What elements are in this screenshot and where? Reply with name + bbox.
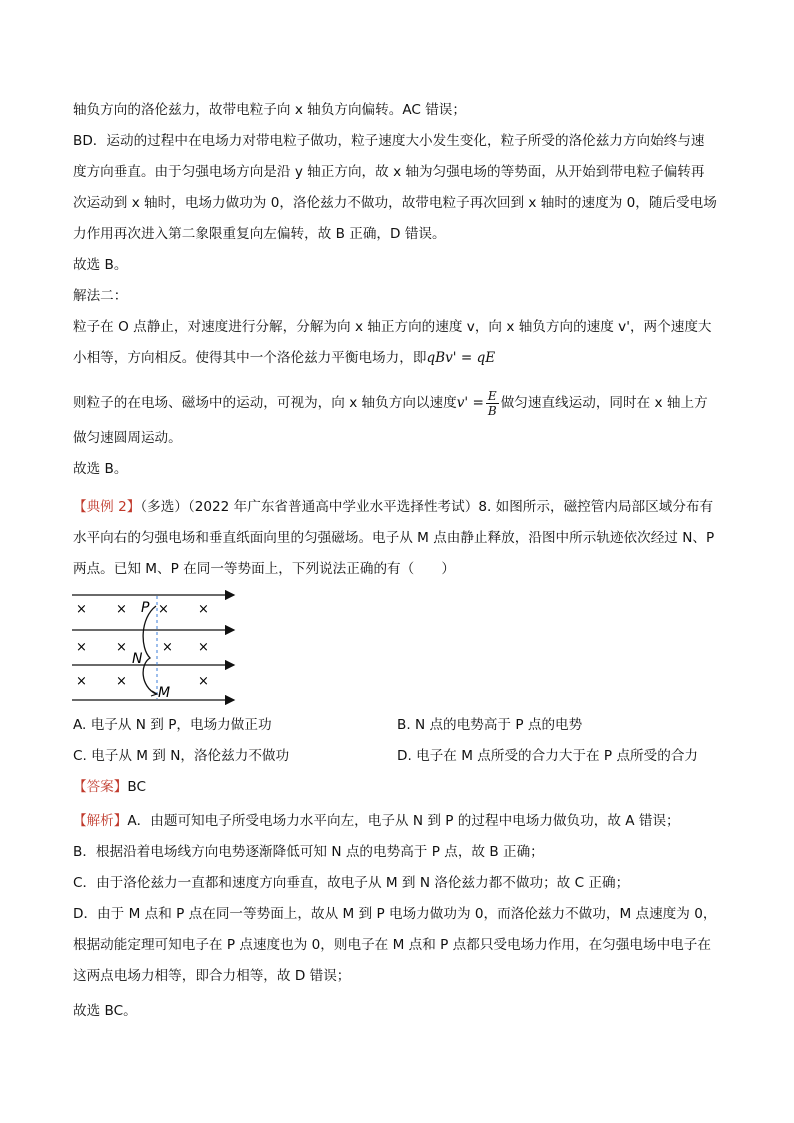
text-segment: （多选）（2022 年广东省普通高中学业水平选择性考试）8. 如图所示，磁控管内局部区域分布有 <box>140 499 714 515</box>
magnetic-field-cross: × <box>162 640 173 655</box>
analysis-tag: 【解析】 <box>73 813 128 829</box>
magnetic-field-cross: × <box>76 674 87 689</box>
text-segment: 则粒子的在电场、磁场中的运动，可视为，向 x 轴负方向以速度 <box>73 395 457 411</box>
text-line-with-formula <box>73 388 708 418</box>
point-label-p: P <box>141 600 150 616</box>
option-c: C. 电子从 M 到 N，洛伦兹力不做功 <box>73 748 290 764</box>
text-line: 轴负方向的洛伦兹力，故带电粒子向 x 轴负方向偏转。AC 错误； <box>73 102 466 118</box>
text-line: B．根据沿着电场线方向电势逐渐降低可知 N 点的电势高于 P 点，故 B 正确； <box>73 844 544 860</box>
text-line: 根据动能定理可知电子在 P 点速度也为 0，则电子在 M 点和 P 点都只受电场力作用，在匀强电场中电子在 <box>73 937 711 953</box>
formula: v' = <box>456 395 484 411</box>
magnetic-field-cross: × <box>116 674 127 689</box>
text-segment: 小相等，方向相反。使得其中一个洛伦兹力平衡电场力，即 <box>73 350 427 366</box>
option-a: A. 电子从 N 到 P，电场力做正功 <box>73 717 272 733</box>
text-line: D．由于 M 点和 P 点在同一等势面上，故从 M 到 P 电场力做功为 0，而洛伦兹力不做功，M 点速度为 0， <box>73 906 717 922</box>
text-line: 做匀速圆周运动。 <box>73 430 182 446</box>
point-label-n: N <box>132 651 143 667</box>
option-b: B. N 点的电势高于 P 点的电势 <box>397 717 583 733</box>
example-tag: 【典例 2】 <box>73 499 141 515</box>
fraction <box>486 389 499 418</box>
text-line: 解法二： <box>73 288 128 304</box>
text-line: 故选 B。 <box>73 461 128 477</box>
text-line-with-formula <box>73 348 495 368</box>
text-line: 次运动到 x 轴时，电场力做功为 0，洛伦兹力不做功，故带电粒子再次回到 x 轴时的速度为 0，随后受电场 <box>73 195 717 211</box>
magnetic-field-cross: × <box>76 640 87 655</box>
magnetic-field-cross: × <box>198 602 209 617</box>
analysis-line <box>73 811 680 831</box>
magnetic-field-cross: × <box>116 602 127 617</box>
text-line: 这两点电场力相等，即合力相等，故 D 错误； <box>73 968 351 984</box>
text-segment: A．由题可知电子所受电场力水平向左，电子从 N 到 P 的过程中电场力做负功，故 A 错误； <box>127 813 680 829</box>
magnetic-field-cross: × <box>198 640 209 655</box>
answer-tag: 【答案】 <box>73 779 128 795</box>
example-heading <box>73 497 713 517</box>
formula: qBv' = qE <box>426 350 496 366</box>
fraction-numerator: E <box>486 389 499 404</box>
magnetic-field-cross: × <box>116 640 127 655</box>
text-segment: 做匀速直线运动，同时在 x 轴上方 <box>500 395 708 411</box>
text-line: 粒子在 O 点静止，对速度进行分解，分解为向 x 轴正方向的速度 v，向 x 轴负方向的速度 v'，两个速度大 <box>73 319 712 335</box>
fraction-denominator: B <box>487 403 497 418</box>
field-diagram <box>70 586 250 710</box>
text-line: BD．运动的过程中在电场力对带电粒子做功，粒子速度大小发生变化，粒子所受的洛伦兹力方向始终与速 <box>73 133 705 149</box>
text-line: C．由于洛伦兹力一直都和速度方向垂直，故电子从 M 到 N 洛伦兹力都不做功；故 C 正确； <box>73 875 630 891</box>
point-label-m: M <box>158 685 171 701</box>
answer-value: BC <box>127 779 146 795</box>
text-line: 度方向垂直。由于匀强电场方向是沿 y 轴正方向，故 x 轴为匀强电场的等势面，从开始到带电粒子偏转再 <box>73 164 705 180</box>
text-line: 水平向右的匀强电场和垂直纸面向里的匀强磁场。电子从 M 点由静止释放，沿图中所示轨迹依次经过 N、P <box>73 530 715 546</box>
text-line: 两点。已知 M、P 在同一等势面上，下列说法正确的有（ ） <box>73 561 456 577</box>
magnetic-field-cross: × <box>198 674 209 689</box>
text-line: 故选 BC。 <box>73 1003 137 1019</box>
magnetic-field-cross: × <box>76 602 87 617</box>
answer-line <box>73 777 146 797</box>
electron-trajectory <box>143 606 156 694</box>
magnetic-field-cross: × <box>158 602 169 617</box>
text-line: 故选 B。 <box>73 257 128 273</box>
text-line: 力作用再次进入第二象限重复向左偏转，故 B 正确，D 错误。 <box>73 226 446 242</box>
option-d: D. 电子在 M 点所受的合力大于在 P 点所受的合力 <box>397 748 699 764</box>
